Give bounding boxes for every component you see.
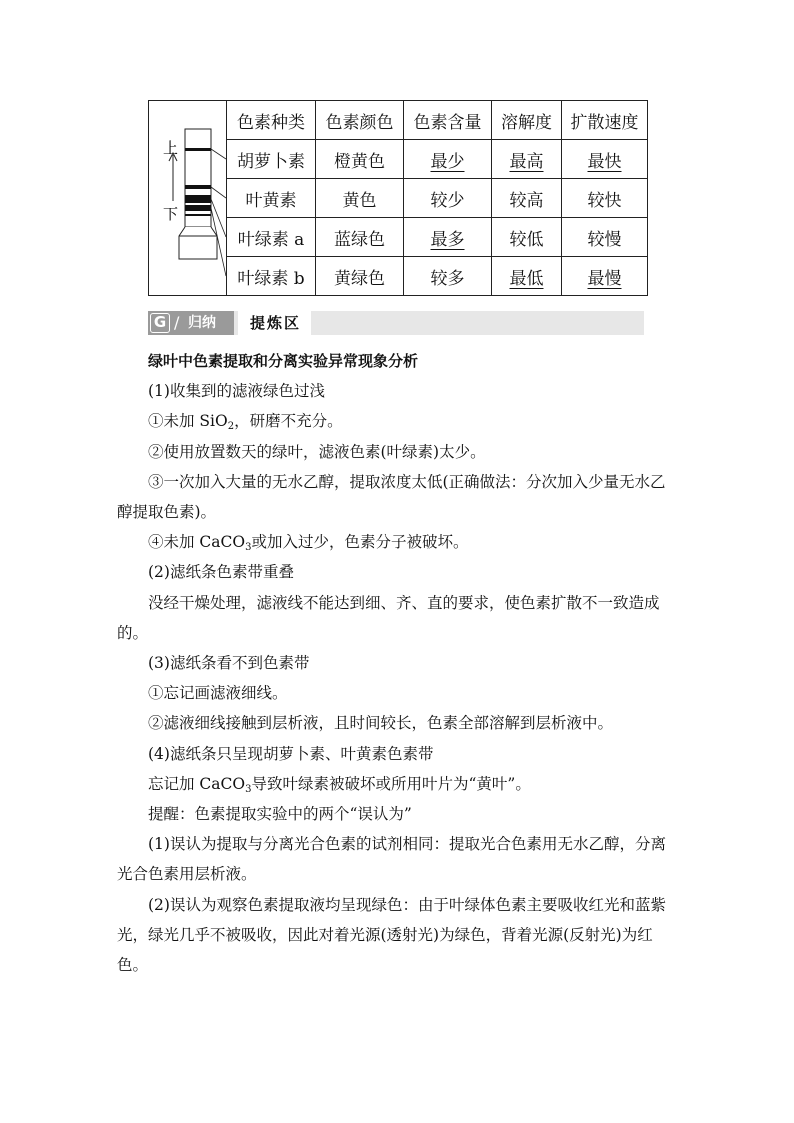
list-item: ①未加 SiO$_2$，研磨不充分。 xyxy=(148,412,343,433)
cell-amount: 较少 xyxy=(404,179,492,218)
banner-title: 提炼区 xyxy=(244,311,311,335)
header-pigment-type: 色素种类 xyxy=(227,101,316,140)
list-item: ③一次加入大量的无水乙醇，提取浓度太低(正确做法：分次加入少量无水乙醇提取色素)。 xyxy=(117,472,666,522)
tip-title: 提醒：色素提取实验中的两个“误认为” xyxy=(148,805,412,824)
pigment-table xyxy=(148,100,648,296)
section-heading: 绿叶中色素提取和分离实验异常现象分析 xyxy=(148,352,419,370)
banner-tag xyxy=(148,311,234,335)
slash-divider: / xyxy=(174,313,180,332)
cell-speed-text: 最快 xyxy=(587,151,622,172)
subsection-title: (1)收集到的滤液绿色过浅 xyxy=(148,382,325,401)
banner-tag-text: 归纳 xyxy=(188,315,216,331)
cell-amount-text: 最少 xyxy=(430,151,465,172)
cell-solubility xyxy=(492,257,562,296)
tip-paragraph: (2)误认为观察色素提取液均呈现绿色：由于叶绿体色素主要吸收红光和蓝紫光，绿光几乎不被吸收，因此对着光源(透射光)为绿色，背着光源(反射光)为红色。 xyxy=(117,895,666,975)
cell-color: 黄色 xyxy=(316,179,404,218)
paragraph: 没经干燥处理，滤液线不能达到细、齐、直的要求，使色素扩散不一致造成的。 xyxy=(117,593,660,642)
subsection-title: (2)滤纸条色素带重叠 xyxy=(148,563,294,582)
chromatography-strip-diagram xyxy=(149,101,226,295)
label-bottom: 下 xyxy=(163,205,179,223)
cell-speed xyxy=(562,257,648,296)
leader-line-carotene xyxy=(211,149,226,159)
cell-solubility: 较低 xyxy=(492,218,562,257)
cell-speed-text: 最慢 xyxy=(587,268,622,289)
cell-type: 叶绿素 a xyxy=(227,218,316,257)
cell-solubility: 较高 xyxy=(492,179,562,218)
subsection-title: (3)滤纸条看不到色素带 xyxy=(148,654,310,673)
band-chlorophyll-a xyxy=(185,195,211,203)
g-letter-icon: G xyxy=(150,313,170,333)
band-chlorophyll-b xyxy=(185,205,211,211)
cell-type: 叶绿素 b xyxy=(227,257,316,296)
cell-amount xyxy=(404,140,492,179)
band-xanthophyll xyxy=(185,185,211,189)
cell-speed: 较慢 xyxy=(562,218,648,257)
list-item: ②使用放置数天的绿叶，滤液色素(叶绿素)太少。 xyxy=(148,442,486,461)
cell-speed xyxy=(562,140,648,179)
paragraph: 忘记加 CaCO$_3$导致叶绿素被破坏或所用叶片为“黄叶”。 xyxy=(148,774,531,795)
cell-solubility-text: 最高 xyxy=(509,151,544,172)
cell-amount-text: 最多 xyxy=(430,229,465,250)
list-item: ①忘记画滤液细线。 xyxy=(148,684,288,703)
label-top: 上 xyxy=(163,139,179,157)
section-banner xyxy=(148,311,644,335)
filter-strip xyxy=(185,129,211,227)
strip-tip xyxy=(179,227,217,259)
header-pigment-amount: 色素含量 xyxy=(404,101,492,140)
cell-color: 蓝绿色 xyxy=(316,218,404,257)
table-header-row xyxy=(149,101,648,140)
header-solubility: 溶解度 xyxy=(492,101,562,140)
header-diffusion-speed: 扩散速度 xyxy=(562,101,648,140)
list-item: ②滤液细线接触到层析液，且时间较长，色素全部溶解到层析液中。 xyxy=(148,714,614,733)
cell-type: 叶黄素 xyxy=(227,179,316,218)
cell-color: 橙黄色 xyxy=(316,140,404,179)
cell-amount xyxy=(404,218,492,257)
band-carotene xyxy=(185,148,211,151)
tip-paragraph: (1)误认为提取与分离光合色素的试剂相同：提取光合色素用无水乙醇，分离光合色素用层析液。 xyxy=(117,835,666,884)
cell-type: 胡萝卜素 xyxy=(227,140,316,179)
leader-line-xanthophyll xyxy=(211,187,226,198)
cell-color: 黄绿色 xyxy=(316,257,404,296)
cell-solubility-text: 最低 xyxy=(509,268,544,289)
cell-speed: 较快 xyxy=(562,179,648,218)
header-pigment-color: 色素颜色 xyxy=(316,101,404,140)
cell-amount: 较多 xyxy=(404,257,492,296)
chromatography-diagram-cell xyxy=(149,101,227,296)
list-item: ④未加 CaCO$_3$或加入过少，色素分子被破坏。 xyxy=(148,533,469,554)
cell-solubility xyxy=(492,140,562,179)
subsection-title: (4)滤纸条只呈现胡萝卜素、叶黄素色素带 xyxy=(148,744,434,763)
analysis-text xyxy=(117,346,679,980)
